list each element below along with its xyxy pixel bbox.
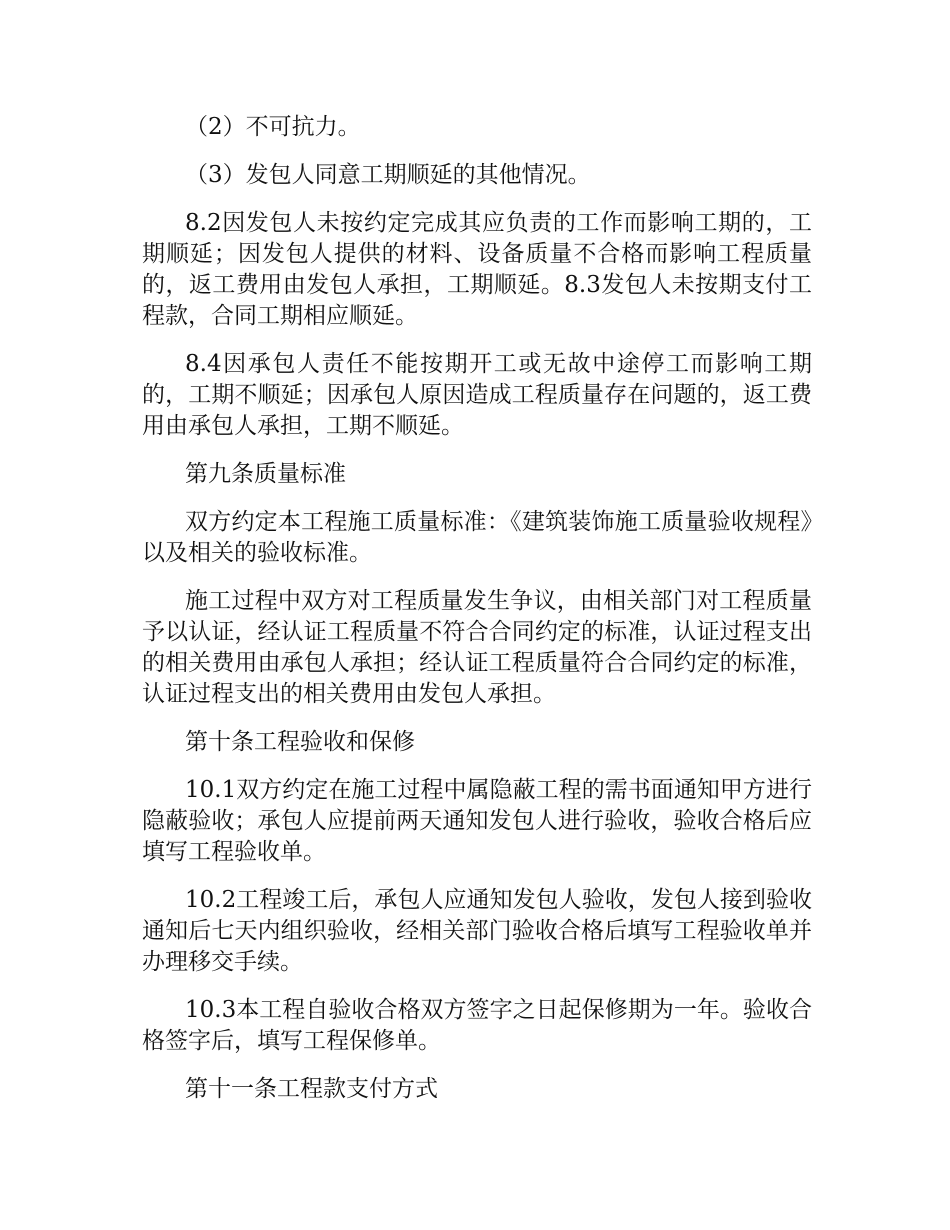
paragraph-clause-8-2: 8.2因发包人未按约定完成其应负责的工作而影响工期的，工期顺延；因发包人提供的材料、设备质量不合格而影响工程质量的，返工费用由发包人承担，工期顺延。8.3发包人未按期支付工程款，合同工期相应顺延。 [142, 210, 812, 329]
paragraph-clause-10-1: 10.1双方约定在施工过程中属隐蔽工程的需书面通知甲方进行隐蔽验收；承包人应提前两天通知发包人进行验收，验收合格后应填写工程验收单。 [142, 777, 812, 865]
paragraph-quality-standard: 双方约定本工程施工质量标准：《建筑装饰施工质量验收规程》以及相关的验收标准。 [142, 509, 812, 566]
document-body [142, 112, 812, 1122]
heading-article-9: 第九条质量标准 [185, 461, 346, 487]
heading-article-10: 第十条工程验收和保修 [185, 729, 415, 755]
paragraph-quality-dispute: 施工过程中双方对工程质量发生争议，由相关部门对工程质量予以认证，经认证工程质量不符合合同约定的标准，认证过程支出的相关费用由承包人承担；经认证工程质量符合合同约定的标准，认证过程支出的相关费用由发包人承担。 [142, 588, 812, 707]
paragraph-other-delay-cases: （3）发包人同意工期顺延的其他情况。 [185, 162, 591, 188]
paragraph-force-majeure: （2）不可抗力。 [185, 114, 361, 140]
paragraph-clause-10-3: 10.3本工程自验收合格双方签字之日起保修期为一年。验收合格签字后，填写工程保修单。 [142, 997, 812, 1054]
paragraph-clause-8-4: 8.4因承包人责任不能按期开工或无故中途停工而影响工期的，工期不顺延；因承包人原因造成工程质量存在问题的，返工费用由承包人承担，工期不顺延。 [142, 351, 812, 439]
heading-article-11: 第十一条工程款支付方式 [185, 1076, 438, 1102]
paragraph-clause-10-2: 10.2工程竣工后，承包人应通知发包人验收，发包人接到验收通知后七天内组织验收，经相关部门验收合格后填写工程验收单并办理移交手续。 [142, 887, 812, 975]
